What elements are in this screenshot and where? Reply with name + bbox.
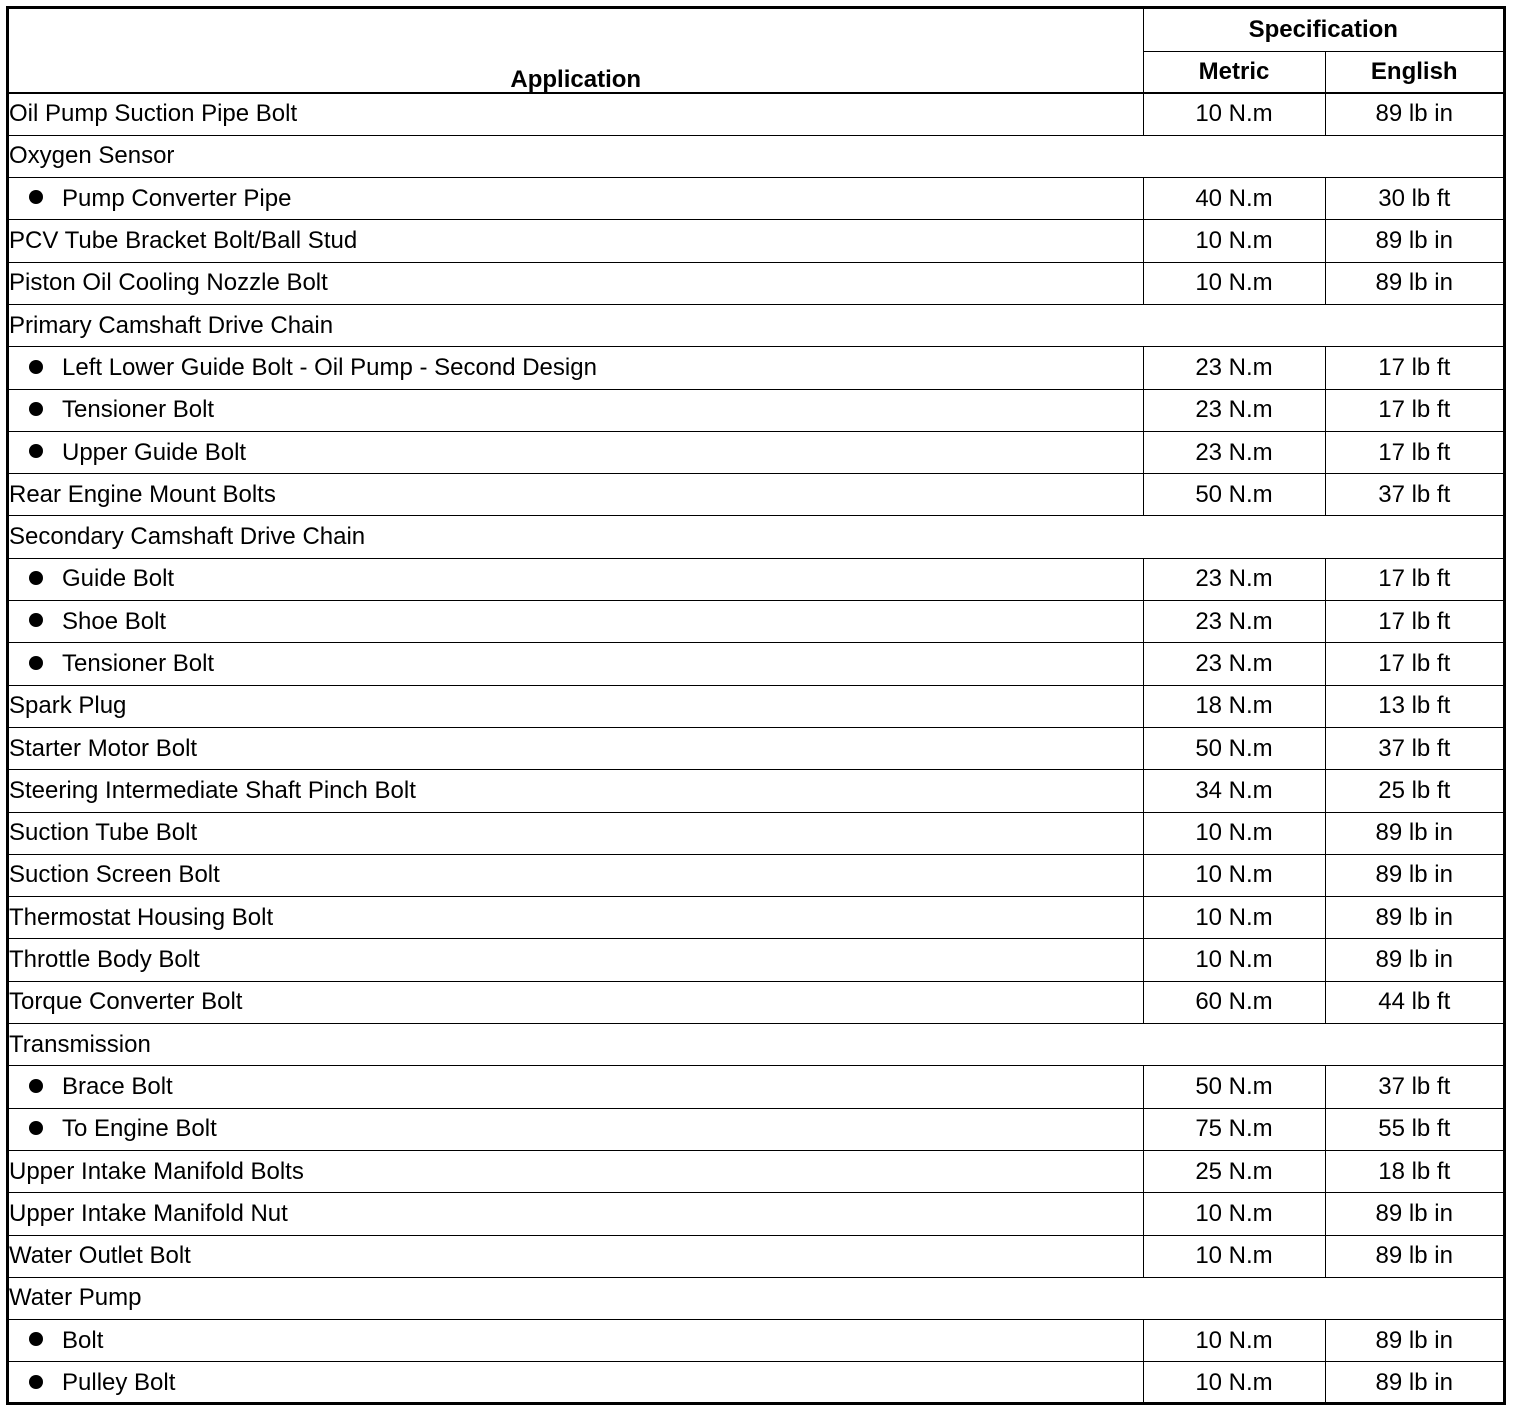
application-label: Tensioner Bolt [62,396,215,424]
application-cell [9,1193,1143,1235]
spec-table-frame [6,6,1506,1405]
application-label: Oil Pump Suction Pipe Bolt [9,100,298,128]
english-value: 55 lb ft [1325,1108,1503,1150]
metric-value: 10 N.m [1143,1235,1325,1277]
metric-value: 18 N.m [1143,685,1325,727]
group-label-cell [9,304,1503,346]
table-row [9,685,1503,727]
application-cell [9,347,1143,389]
torque-spec-table [9,9,1503,1404]
application-label: Bolt [62,1326,104,1354]
column-header-specification: Specification [1143,9,1503,51]
english-value: 25 lb ft [1325,770,1503,812]
application-cell [9,685,1143,727]
english-value: 17 lb ft [1325,431,1503,473]
application-label: Pulley Bolt [62,1369,176,1397]
table-row [9,1150,1503,1192]
application-cell [9,643,1143,685]
english-value: 89 lb in [1325,1320,1503,1362]
application-cell [9,558,1143,600]
group-label-cell [9,1024,1503,1066]
application-cell [9,981,1143,1023]
english-value: 89 lb in [1325,1362,1503,1404]
metric-value: 23 N.m [1143,643,1325,685]
bullet-icon [29,1079,43,1093]
bullet-icon [29,360,43,374]
english-value: 37 lb ft [1325,727,1503,769]
metric-value: 23 N.m [1143,601,1325,643]
english-value: 89 lb in [1325,939,1503,981]
application-label: Water Outlet Bolt [9,1242,191,1270]
english-value: 18 lb ft [1325,1150,1503,1192]
metric-value: 23 N.m [1143,389,1325,431]
application-cell [9,1066,1143,1108]
application-label: Transmission [9,1030,151,1058]
application-label: Oxygen Sensor [9,142,175,170]
table-row [9,1193,1503,1235]
metric-value: 23 N.m [1143,431,1325,473]
application-label: Upper Guide Bolt [62,438,247,466]
metric-value: 10 N.m [1143,262,1325,304]
application-label: Throttle Body Bolt [9,946,200,974]
group-row [9,135,1503,177]
table-row [9,178,1503,220]
bullet-icon [29,190,43,204]
table-row [9,1320,1503,1362]
table-body [9,93,1503,1404]
metric-value: 10 N.m [1143,1362,1325,1404]
table-row [9,1108,1503,1150]
application-cell [9,262,1143,304]
application-label: Thermostat Housing Bolt [9,903,274,931]
column-header-metric: Metric [1143,51,1325,93]
table-row [9,854,1503,896]
application-cell [9,727,1143,769]
bullet-icon [29,656,43,670]
english-value: 44 lb ft [1325,981,1503,1023]
metric-value: 10 N.m [1143,1320,1325,1362]
table-row [9,93,1503,135]
application-cell [9,1362,1143,1404]
application-cell [9,474,1143,516]
bullet-icon [29,444,43,458]
english-value: 17 lb ft [1325,601,1503,643]
bullet-icon [29,402,43,416]
table-row [9,389,1503,431]
table-row [9,939,1503,981]
application-label: Brace Bolt [62,1072,173,1100]
metric-value: 23 N.m [1143,347,1325,389]
english-value: 89 lb in [1325,1235,1503,1277]
column-header-english: English [1325,51,1503,93]
metric-value: 23 N.m [1143,558,1325,600]
group-label-cell [9,516,1503,558]
bullet-icon [29,1375,43,1389]
english-value: 17 lb ft [1325,389,1503,431]
application-label: Piston Oil Cooling Nozzle Bolt [9,269,328,297]
application-label: Upper Intake Manifold Bolts [9,1157,304,1185]
metric-value: 60 N.m [1143,981,1325,1023]
application-label: Pump Converter Pipe [62,184,292,212]
application-label: Suction Tube Bolt [9,819,198,847]
application-cell [9,939,1143,981]
table-row [9,262,1503,304]
metric-value: 50 N.m [1143,1066,1325,1108]
table-row [9,347,1503,389]
table-row [9,770,1503,812]
metric-value: 10 N.m [1143,220,1325,262]
table-row [9,1066,1503,1108]
application-label: Left Lower Guide Bolt - Oil Pump - Second Design [62,353,597,381]
bullet-icon [29,1332,43,1346]
application-label: To Engine Bolt [62,1115,217,1143]
metric-value: 75 N.m [1143,1108,1325,1150]
metric-value: 40 N.m [1143,178,1325,220]
group-row [9,1277,1503,1319]
application-label: Tensioner Bolt [62,650,215,677]
english-value: 89 lb in [1325,93,1503,135]
application-cell [9,812,1143,854]
table-row [9,431,1503,473]
column-header-application: Application [9,9,1143,93]
application-label: Suction Screen Bolt [9,861,220,889]
application-cell [9,389,1143,431]
english-value: 37 lb ft [1325,474,1503,516]
english-value: 89 lb in [1325,220,1503,262]
group-label-cell [9,135,1503,177]
application-cell [9,93,1143,135]
application-cell [9,1108,1143,1150]
application-cell [9,854,1143,896]
metric-value: 25 N.m [1143,1150,1325,1192]
table-row [9,897,1503,939]
application-label: Spark Plug [9,692,127,720]
application-cell [9,1320,1143,1362]
application-label: Primary Camshaft Drive Chain [9,311,334,339]
table-row [9,220,1503,262]
application-label: Torque Converter Bolt [9,988,243,1016]
group-row [9,304,1503,346]
bullet-icon [29,1121,43,1135]
application-cell [9,220,1143,262]
group-row [9,1024,1503,1066]
table-row [9,981,1503,1023]
application-label: Rear Engine Mount Bolts [9,480,276,508]
metric-value: 10 N.m [1143,897,1325,939]
metric-value: 10 N.m [1143,939,1325,981]
metric-value: 34 N.m [1143,770,1325,812]
application-cell [9,770,1143,812]
table-row [9,1362,1503,1404]
table-row [9,601,1503,643]
application-label: Guide Bolt [62,565,175,593]
english-value: 89 lb in [1325,812,1503,854]
application-label: Water Pump [9,1284,142,1312]
table-row [9,474,1503,516]
english-value: 89 lb in [1325,262,1503,304]
bullet-icon [29,571,43,585]
application-cell [9,1150,1143,1192]
english-value: 17 lb ft [1325,643,1503,685]
english-value: 13 lb ft [1325,685,1503,727]
bullet-icon [29,613,43,627]
application-label: PCV Tube Bracket Bolt/Ball Stud [9,227,358,255]
application-cell [9,1235,1143,1277]
english-value: 89 lb in [1325,897,1503,939]
english-value: 17 lb ft [1325,558,1503,600]
group-label-cell [9,1277,1503,1319]
metric-value: 10 N.m [1143,1193,1325,1235]
application-label: Secondary Camshaft Drive Chain [9,523,366,551]
metric-value: 50 N.m [1143,474,1325,516]
metric-value: 10 N.m [1143,93,1325,135]
english-value: 37 lb ft [1325,1066,1503,1108]
application-label: Shoe Bolt [62,607,167,635]
application-label: Starter Motor Bolt [9,734,198,762]
table-row [9,727,1503,769]
english-value: 30 lb ft [1325,178,1503,220]
application-label: Upper Intake Manifold Nut [9,1199,288,1227]
english-value: 89 lb in [1325,854,1503,896]
english-value: 89 lb in [1325,1193,1503,1235]
metric-value: 10 N.m [1143,812,1325,854]
metric-value: 50 N.m [1143,727,1325,769]
table-row [9,812,1503,854]
group-row [9,516,1503,558]
english-value: 17 lb ft [1325,347,1503,389]
table-row [9,1235,1503,1277]
table-header [9,9,1503,93]
table-row [9,643,1503,685]
application-cell [9,897,1143,939]
application-cell [9,178,1143,220]
application-label: Steering Intermediate Shaft Pinch Bolt [9,776,416,804]
table-row [9,558,1503,600]
metric-value: 10 N.m [1143,854,1325,896]
application-cell [9,431,1143,473]
application-cell [9,601,1143,643]
